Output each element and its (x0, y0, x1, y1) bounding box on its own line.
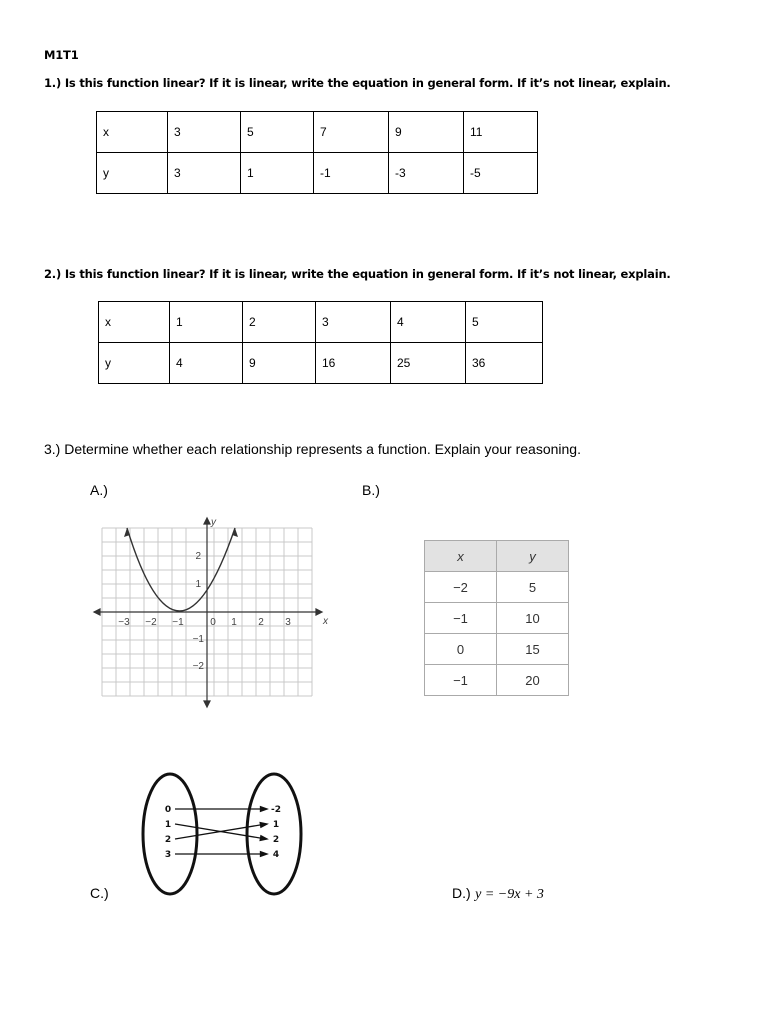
part-d (452, 885, 544, 903)
table-cell: −2 (425, 572, 497, 603)
table-row (425, 634, 569, 665)
y-tick-label: −2 (192, 661, 204, 672)
domain-value: 1 (164, 820, 172, 830)
x-tick-label: −3 (118, 617, 130, 628)
table-header-y: y (497, 541, 569, 572)
table-row (99, 302, 543, 343)
table-header-x: x (425, 541, 497, 572)
table-cell: −1 (425, 665, 497, 696)
range-value: 1 (272, 820, 280, 830)
x-tick-label: −2 (145, 617, 157, 628)
x-tick-label: 2 (258, 617, 264, 628)
table-cell: 1 (241, 153, 314, 194)
table-cell: 7 (314, 112, 389, 153)
y-tick-label: 1 (195, 579, 201, 590)
range-value: 2 (272, 835, 280, 845)
mapping-arrowhead (260, 836, 267, 841)
x-tick-label: 3 (285, 617, 291, 628)
table-cell: 4 (170, 343, 243, 384)
table-cell: -1 (314, 153, 389, 194)
table-row (97, 153, 538, 194)
question-2-table (98, 301, 543, 384)
table-cell: 10 (497, 603, 569, 634)
table-row (425, 665, 569, 696)
table-cell: 25 (391, 343, 466, 384)
table-cell: 3 (168, 153, 241, 194)
table-cell: 4 (391, 302, 466, 343)
table-cell: 1 (170, 302, 243, 343)
domain-oval (143, 774, 197, 894)
question-1-table (96, 111, 538, 194)
axes (94, 518, 322, 707)
table-row (97, 112, 538, 153)
table-cell: 2 (243, 302, 316, 343)
table-cell: 5 (497, 572, 569, 603)
table-cell: y (99, 343, 170, 384)
table-cell: −1 (425, 603, 497, 634)
y-tick-label: 2 (195, 551, 201, 562)
table-cell: 0 (425, 634, 497, 665)
range-value: 4 (272, 850, 280, 860)
table-cell: -3 (389, 153, 464, 194)
mapping-arrowhead (260, 823, 267, 828)
domain-value: 2 (164, 835, 172, 845)
table-row (99, 343, 543, 384)
table-cell: 16 (316, 343, 391, 384)
table-cell: x (99, 302, 170, 343)
table-cell: 15 (497, 634, 569, 665)
part-d-label: D.) (452, 885, 471, 901)
table-cell: 20 (497, 665, 569, 696)
question-2-prompt: 2.) Is this function linear? If it is linear, write the equation in general form. If it’s not linear, explain. (44, 267, 671, 281)
y-axis-label: y (211, 517, 216, 528)
table-row (425, 572, 569, 603)
table-cell: x (97, 112, 168, 153)
range-oval (247, 774, 301, 894)
question-1-prompt: 1.) Is this function linear? If it is linear, write the equation in general form. If it’s not linear, explain. (44, 76, 671, 90)
domain-value: 3 (164, 850, 172, 860)
document-title: M1T1 (44, 48, 79, 62)
table-cell: 5 (241, 112, 314, 153)
table-cell: 9 (389, 112, 464, 153)
part-c-label: C.) (90, 885, 109, 901)
mapping-arrowhead (260, 807, 267, 812)
part-a-label: A.) (90, 482, 108, 498)
parabola-graph (90, 515, 330, 710)
mapping-arrowhead (260, 852, 267, 857)
table-header-row (425, 541, 569, 572)
table-cell: 5 (466, 302, 543, 343)
table-row (425, 603, 569, 634)
table-cell: 11 (464, 112, 538, 153)
question-3-prompt: 3.) Determine whether each relationship represents a function. Explain your reasoning. (44, 441, 581, 457)
x-tick-label: 0 (210, 617, 216, 628)
y-tick-label: −1 (192, 634, 204, 645)
x-axis-label: x (323, 616, 328, 627)
table-cell: y (97, 153, 168, 194)
table-cell: -5 (464, 153, 538, 194)
mapping-diagram (140, 768, 308, 900)
part-d-equation: y = −9x + 3 (475, 887, 544, 902)
table-cell: 36 (466, 343, 543, 384)
x-tick-label: −1 (172, 617, 184, 628)
table-cell: 3 (168, 112, 241, 153)
part-b-table (424, 540, 569, 696)
x-tick-label: 1 (231, 617, 237, 628)
table-cell: 9 (243, 343, 316, 384)
range-value: -2 (271, 805, 281, 815)
table-cell: 3 (316, 302, 391, 343)
domain-value: 0 (164, 805, 172, 815)
part-b-label: B.) (362, 482, 380, 498)
